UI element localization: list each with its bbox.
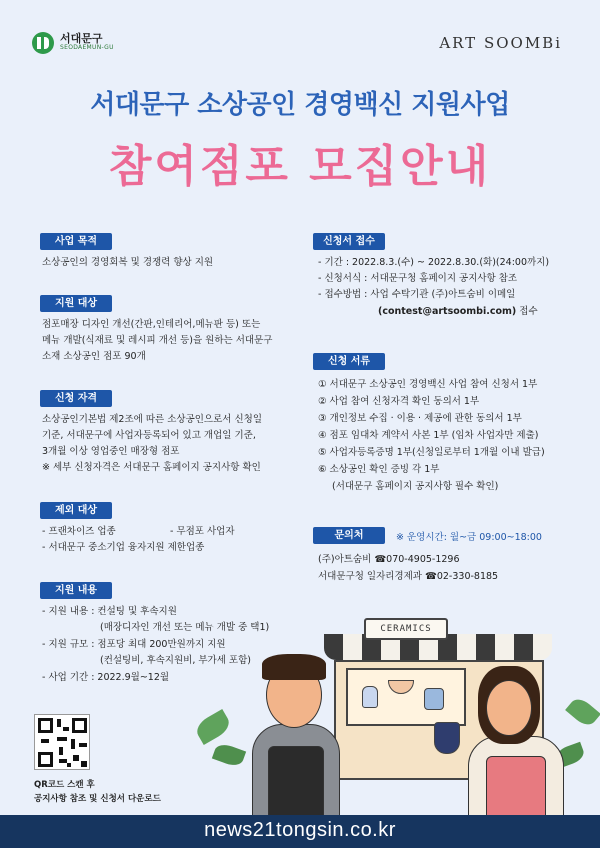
exclusion-item-restricted: - 서대문구 중소기업 융자지원 제한업종 — [42, 542, 205, 553]
plant-leaf-icon — [193, 709, 233, 745]
application-email-line — [378, 304, 538, 320]
document-note: (서대문구 홈페이지 공지사항 필수 확인) — [332, 481, 499, 492]
application-email[interactable]: (contest@artsoombi.com) — [378, 306, 517, 317]
qr-code[interactable] — [34, 714, 90, 770]
section-label-exclusion: 제외 대상 — [40, 502, 112, 519]
contact-phone-artsoombi[interactable]: 070-4905-1296 — [386, 554, 460, 565]
section-label-application: 신청서 접수 — [313, 233, 385, 250]
exclusion-item-no-store: - 무점포 사업자 — [170, 526, 235, 537]
qr-finder — [38, 718, 53, 733]
application-email-suffix: 접수 — [519, 306, 538, 317]
section-label-documents: 신청 서류 — [313, 353, 385, 370]
woman-face — [486, 680, 532, 736]
qr-module — [79, 743, 87, 747]
qr-module — [81, 761, 87, 767]
logo-name-english: SEODAEMUN-GU — [60, 44, 114, 51]
contact-name-seodaemun: 서대문구청 일자리경제과 — [318, 571, 425, 582]
plant-leaf-icon — [565, 695, 600, 730]
eligibility-note: ※ 세부 신청자격은 서대문구 홈페이지 공지사항 확인 — [42, 462, 261, 473]
exclusion-item-franchise: - 프랜차이즈 업종 — [42, 526, 116, 537]
eligibility-line2: 기준, 서대문구에 사업자등록되어 있고 개업일 기준, — [42, 430, 256, 441]
qr-module — [71, 739, 75, 749]
section-label-eligibility: 신청 자격 — [40, 390, 112, 407]
document-item-1: ① 서대문구 소상공인 경영백신 사업 참여 신청서 1부 — [318, 379, 538, 390]
contact-line-seodaemun — [318, 569, 498, 585]
eligibility-line1: 소상공인기본법 제2조에 따른 소상공인으로서 신청일 — [42, 414, 263, 425]
qr-module — [57, 737, 67, 741]
target-line1: 점포매장 디자인 개선(간판,인테리어,메뉴판 등) 또는 — [42, 319, 261, 330]
content-line1: - 지원 내용 : 컨설팅 및 후속지원 — [42, 606, 177, 617]
target-line3: 소재 소상공인 점포 90개 — [42, 351, 146, 362]
logo-name-korean: 서대문구 — [60, 32, 103, 45]
content-line5: - 사업 기간 : 2022.9월~12월 — [42, 672, 170, 683]
application-form: - 신청서식 : 서대문구청 홈페이지 공지사항 참조 — [318, 273, 518, 284]
qr-caption — [34, 778, 161, 806]
application-method: - 접수방법 : 사업 수탁기관 (주)아트숨비 이메일 — [318, 289, 516, 300]
eligibility-line3: 3개월 이상 영업중인 매장형 점포 — [42, 446, 180, 457]
section-label-target: 지원 대상 — [40, 295, 112, 312]
qr-module — [63, 727, 69, 731]
qr-finder — [38, 752, 53, 767]
vase-icon — [362, 686, 378, 708]
shop-illustration — [196, 606, 600, 822]
document-item-5: ⑤ 사업자등록증명 1부(신청일로부터 1개월 이내 발급) — [318, 447, 545, 458]
section-label-contact: 문의처 — [313, 527, 385, 544]
man-apron — [268, 746, 324, 822]
cup-icon — [424, 688, 444, 710]
application-period: - 기간 : 2022.8.3.(수) ~ 2022.8.30.(화)(24:00까지) — [318, 257, 550, 268]
man-hair — [262, 654, 326, 680]
artsoombi-brand: ART SOOMBi — [439, 34, 562, 52]
seodaemun-logo-icon — [32, 32, 54, 54]
seodaemun-logo — [32, 30, 152, 56]
content-line4: (컨설팅비, 후속지원비, 부가세 포함) — [100, 655, 251, 666]
qr-module — [41, 739, 49, 743]
qr-module — [73, 755, 79, 761]
qr-module — [57, 719, 61, 727]
bowl-icon — [388, 680, 414, 694]
phone-icon: ☎ — [425, 571, 437, 582]
qr-caption-line1: QR코드 스캔 후 — [34, 780, 95, 790]
content-line2: (매장디자인 개선 또는 메뉴 개발 중 택1) — [100, 622, 270, 633]
document-item-3: ③ 개인정보 수집 · 이용 · 제공에 관한 동의서 1부 — [318, 413, 522, 424]
phone-icon: ☎ — [374, 554, 387, 565]
plant-leaf-icon — [212, 741, 246, 768]
qr-finder — [72, 718, 87, 733]
contact-phone-seodaemun[interactable]: 02-330-8185 — [436, 571, 499, 582]
footer-watermark: news21tongsin.co.kr — [204, 819, 396, 841]
contact-line-artsoombi — [318, 552, 460, 568]
qr-caption-line2: 공지사항 참조 및 신청서 다운로드 — [34, 794, 161, 804]
contact-hours: ※ 운영시간: 월~금 09:00~18:00 — [396, 532, 542, 543]
document-item-6: ⑥ 소상공인 확인 증빙 각 1부 — [318, 464, 440, 475]
section-label-purpose: 사업 목적 — [40, 233, 112, 250]
qr-module — [59, 759, 67, 763]
shop-window — [346, 668, 466, 726]
purpose-text: 소상공인의 경영회복 및 경쟁력 향상 지원 — [42, 257, 214, 268]
content-line3: - 지원 규모 : 점포당 최대 200만원까지 지원 — [42, 639, 226, 650]
contact-name-artsoombi: (주)아트숨비 — [318, 554, 375, 565]
target-line2: 메뉴 개발(식재료 및 레시피 개선 등)을 원하는 서대문구 — [42, 335, 273, 346]
woman-apron — [486, 756, 546, 822]
qr-module — [59, 747, 63, 755]
title-line2: 참여점포 모집안내 — [108, 141, 492, 192]
title-line1: 서대문구 소상공인 경영백신 지원사업 — [90, 90, 510, 120]
document-item-2: ② 사업 참여 신청자격 확인 동의서 1부 — [318, 396, 480, 407]
section-label-content: 지원 내용 — [40, 582, 112, 599]
ceramic-cup-icon — [434, 722, 460, 754]
document-item-4: ④ 점포 임대차 계약서 사본 1부 (임차 사업자만 제출) — [318, 430, 539, 441]
qr-module — [67, 763, 71, 767]
shop-sign: CERAMICS — [364, 618, 448, 640]
